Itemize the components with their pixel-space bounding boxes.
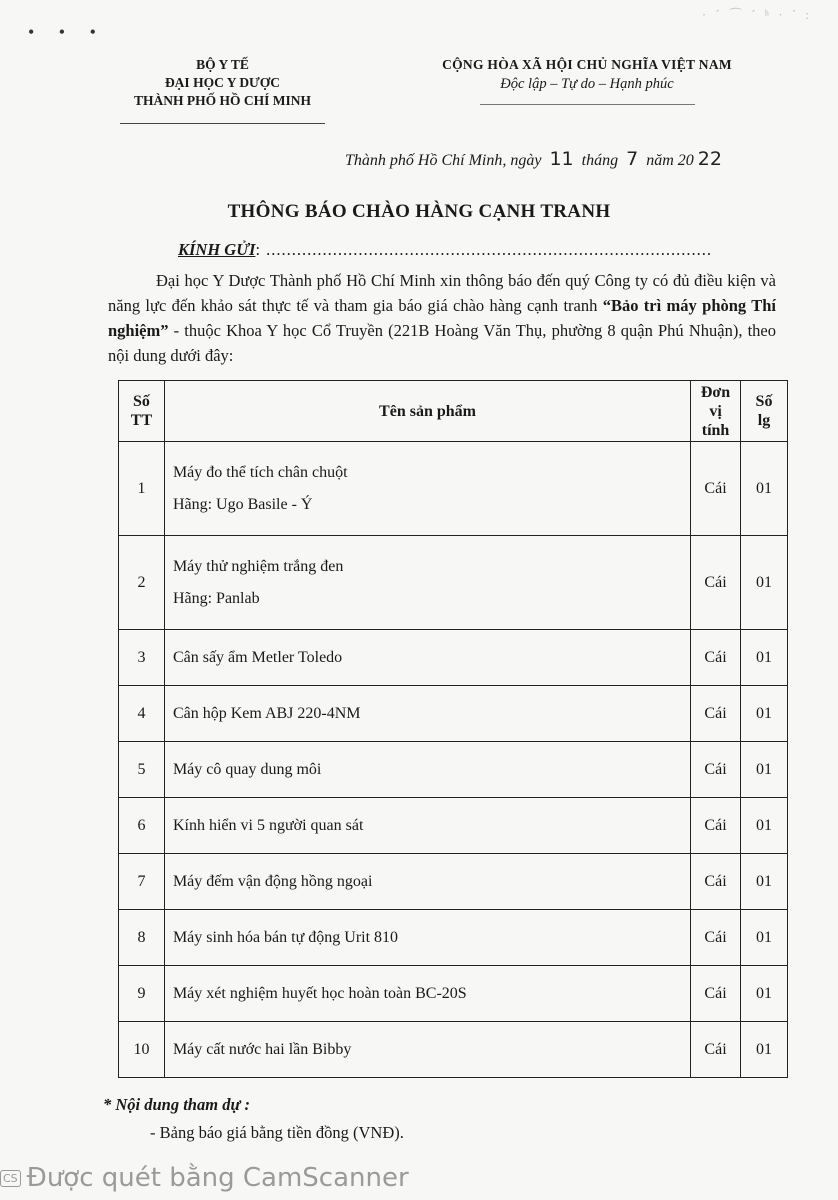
row-stt: 3 xyxy=(119,630,165,686)
intro-project-name: “Bảo trì máy phòng Thí nghiệm” xyxy=(108,296,776,340)
row-stt: 8 xyxy=(119,910,165,966)
row-unit: Cái xyxy=(691,536,741,630)
row-product-name: Máy cô quay dung môi xyxy=(164,742,690,798)
date-month-label: tháng xyxy=(581,152,619,169)
row-product-name xyxy=(164,442,690,536)
row-stt: 4 xyxy=(119,686,165,742)
row-unit: Cái xyxy=(691,742,741,798)
city-name: THÀNH PHỐ HỒ CHÍ MINH xyxy=(133,93,311,108)
row-product-name: Máy đếm vận động hồng ngoại xyxy=(164,854,690,910)
row-unit: Cái xyxy=(691,630,741,686)
table-row xyxy=(119,686,788,742)
row-unit: Cái xyxy=(691,966,741,1022)
recipient-line xyxy=(178,240,712,260)
row-quantity: 01 xyxy=(741,742,788,798)
scanner-watermark xyxy=(0,1163,409,1193)
product-brand: Hãng: Ugo Basile - Ý xyxy=(172,495,313,513)
intro-part2: - thuộc Khoa Y học Cổ Truyền (221B Hoàng Văn Thụ, phường 8 quận Phú Nhuận), theo nội dung dưới đây: xyxy=(108,321,776,365)
table-row xyxy=(119,910,788,966)
row-stt: 7 xyxy=(119,854,165,910)
row-unit: Cái xyxy=(691,854,741,910)
date-prefix: Thành phố Hồ Chí Minh, ngày xyxy=(345,152,542,169)
issuer-header xyxy=(95,56,350,124)
row-unit: Cái xyxy=(691,1022,741,1078)
national-title: CỘNG HÒA XÃ HỘI CHỦ NGHĨA VIỆT NAM xyxy=(442,57,732,72)
intro-part1: Đại học Y Dược Thành phố Hồ Chí Minh xin thông báo đến quý Công ty có đủ điều kiện và năng lực đến khảo sát thực tế và tham gia báo giá chào hàng cạnh tranh xyxy=(108,271,776,315)
row-stt: 9 xyxy=(119,966,165,1022)
national-motto: Độc lập – Tự do – Hạnh phúc xyxy=(500,76,674,92)
row-product-name: Cân hộp Kem ABJ 220-4NM xyxy=(164,686,690,742)
participation-content-title: * Nội dung tham dự : xyxy=(103,1095,250,1114)
row-quantity: 01 xyxy=(741,966,788,1022)
row-quantity: 01 xyxy=(741,686,788,742)
header-quantity: Số lg xyxy=(741,381,788,442)
margin-scribble: · ˊ ⌒ ´ ʰ · ˊ : xyxy=(701,7,812,22)
row-quantity: 01 xyxy=(741,1022,788,1078)
recipient-dots: : ....................................................................................... xyxy=(255,240,713,259)
header-unit: Đơn vị tính xyxy=(691,381,741,442)
table-header-row xyxy=(119,381,788,442)
product-brand: Hãng: Panlab xyxy=(172,589,260,607)
row-quantity: 01 xyxy=(741,442,788,536)
table-row xyxy=(119,798,788,854)
row-stt: 5 xyxy=(119,742,165,798)
header-product-name: Tên sản phẩm xyxy=(164,381,690,442)
row-quantity: 01 xyxy=(741,536,788,630)
camscanner-logo-icon: CS xyxy=(0,1170,21,1187)
header-stt: Số TT xyxy=(119,381,165,442)
row-stt: 2 xyxy=(119,536,165,630)
table-row xyxy=(119,854,788,910)
date-month: 7 xyxy=(626,148,639,170)
national-header xyxy=(392,56,782,105)
row-product-name: Kính hiển vi 5 người quan sát xyxy=(164,798,690,854)
header-underline xyxy=(120,123,325,124)
row-product-name: Cân sấy ẩm Metler Toledo xyxy=(164,630,690,686)
row-unit: Cái xyxy=(691,686,741,742)
row-unit: Cái xyxy=(691,910,741,966)
recipient-label: KÍNH GỬI xyxy=(178,240,256,259)
row-quantity: 01 xyxy=(741,630,788,686)
intro-paragraph xyxy=(108,268,776,368)
row-unit: Cái xyxy=(691,442,741,536)
date-day: 11 xyxy=(549,148,574,170)
row-quantity: 01 xyxy=(741,910,788,966)
row-stt: 1 xyxy=(119,442,165,536)
table-row xyxy=(119,536,788,630)
row-product-name: Máy cất nước hai lần Bibby xyxy=(164,1022,690,1078)
row-quantity: 01 xyxy=(741,854,788,910)
row-product-name: Máy sinh hóa bán tự động Urit 810 xyxy=(164,910,690,966)
table-row xyxy=(119,742,788,798)
document-title: THÔNG BÁO CHÀO HÀNG CẠNH TRANH xyxy=(227,201,611,222)
row-unit: Cái xyxy=(691,798,741,854)
table-row xyxy=(119,630,788,686)
row-product-name: Máy xét nghiệm huyết học hoàn toàn BC-20S xyxy=(164,966,690,1022)
table-row xyxy=(119,1022,788,1078)
table-row xyxy=(119,442,788,536)
date-year-suffix: 22 xyxy=(697,148,722,170)
ministry-name: BỘ Y TẾ xyxy=(196,57,249,72)
product-name: Máy đo thể tích chân chuột xyxy=(172,463,348,481)
row-quantity: 01 xyxy=(741,798,788,854)
participation-content-item: - Bảng báo giá bằng tiền đồng (VNĐ). xyxy=(150,1123,404,1142)
motto-underline xyxy=(480,104,695,105)
margin-marks: • • • xyxy=(28,22,106,42)
table-row xyxy=(119,966,788,1022)
product-table xyxy=(118,380,788,1078)
watermark-text: Được quét bằng CamScanner xyxy=(26,1163,409,1193)
row-stt: 10 xyxy=(119,1022,165,1078)
product-name: Máy thử nghiệm trắng đen xyxy=(172,557,344,575)
row-product-name xyxy=(164,536,690,630)
date-line xyxy=(345,148,805,170)
row-stt: 6 xyxy=(119,798,165,854)
date-year-label: năm 20 xyxy=(646,152,694,169)
university-name: ĐẠI HỌC Y DƯỢC xyxy=(164,75,281,90)
